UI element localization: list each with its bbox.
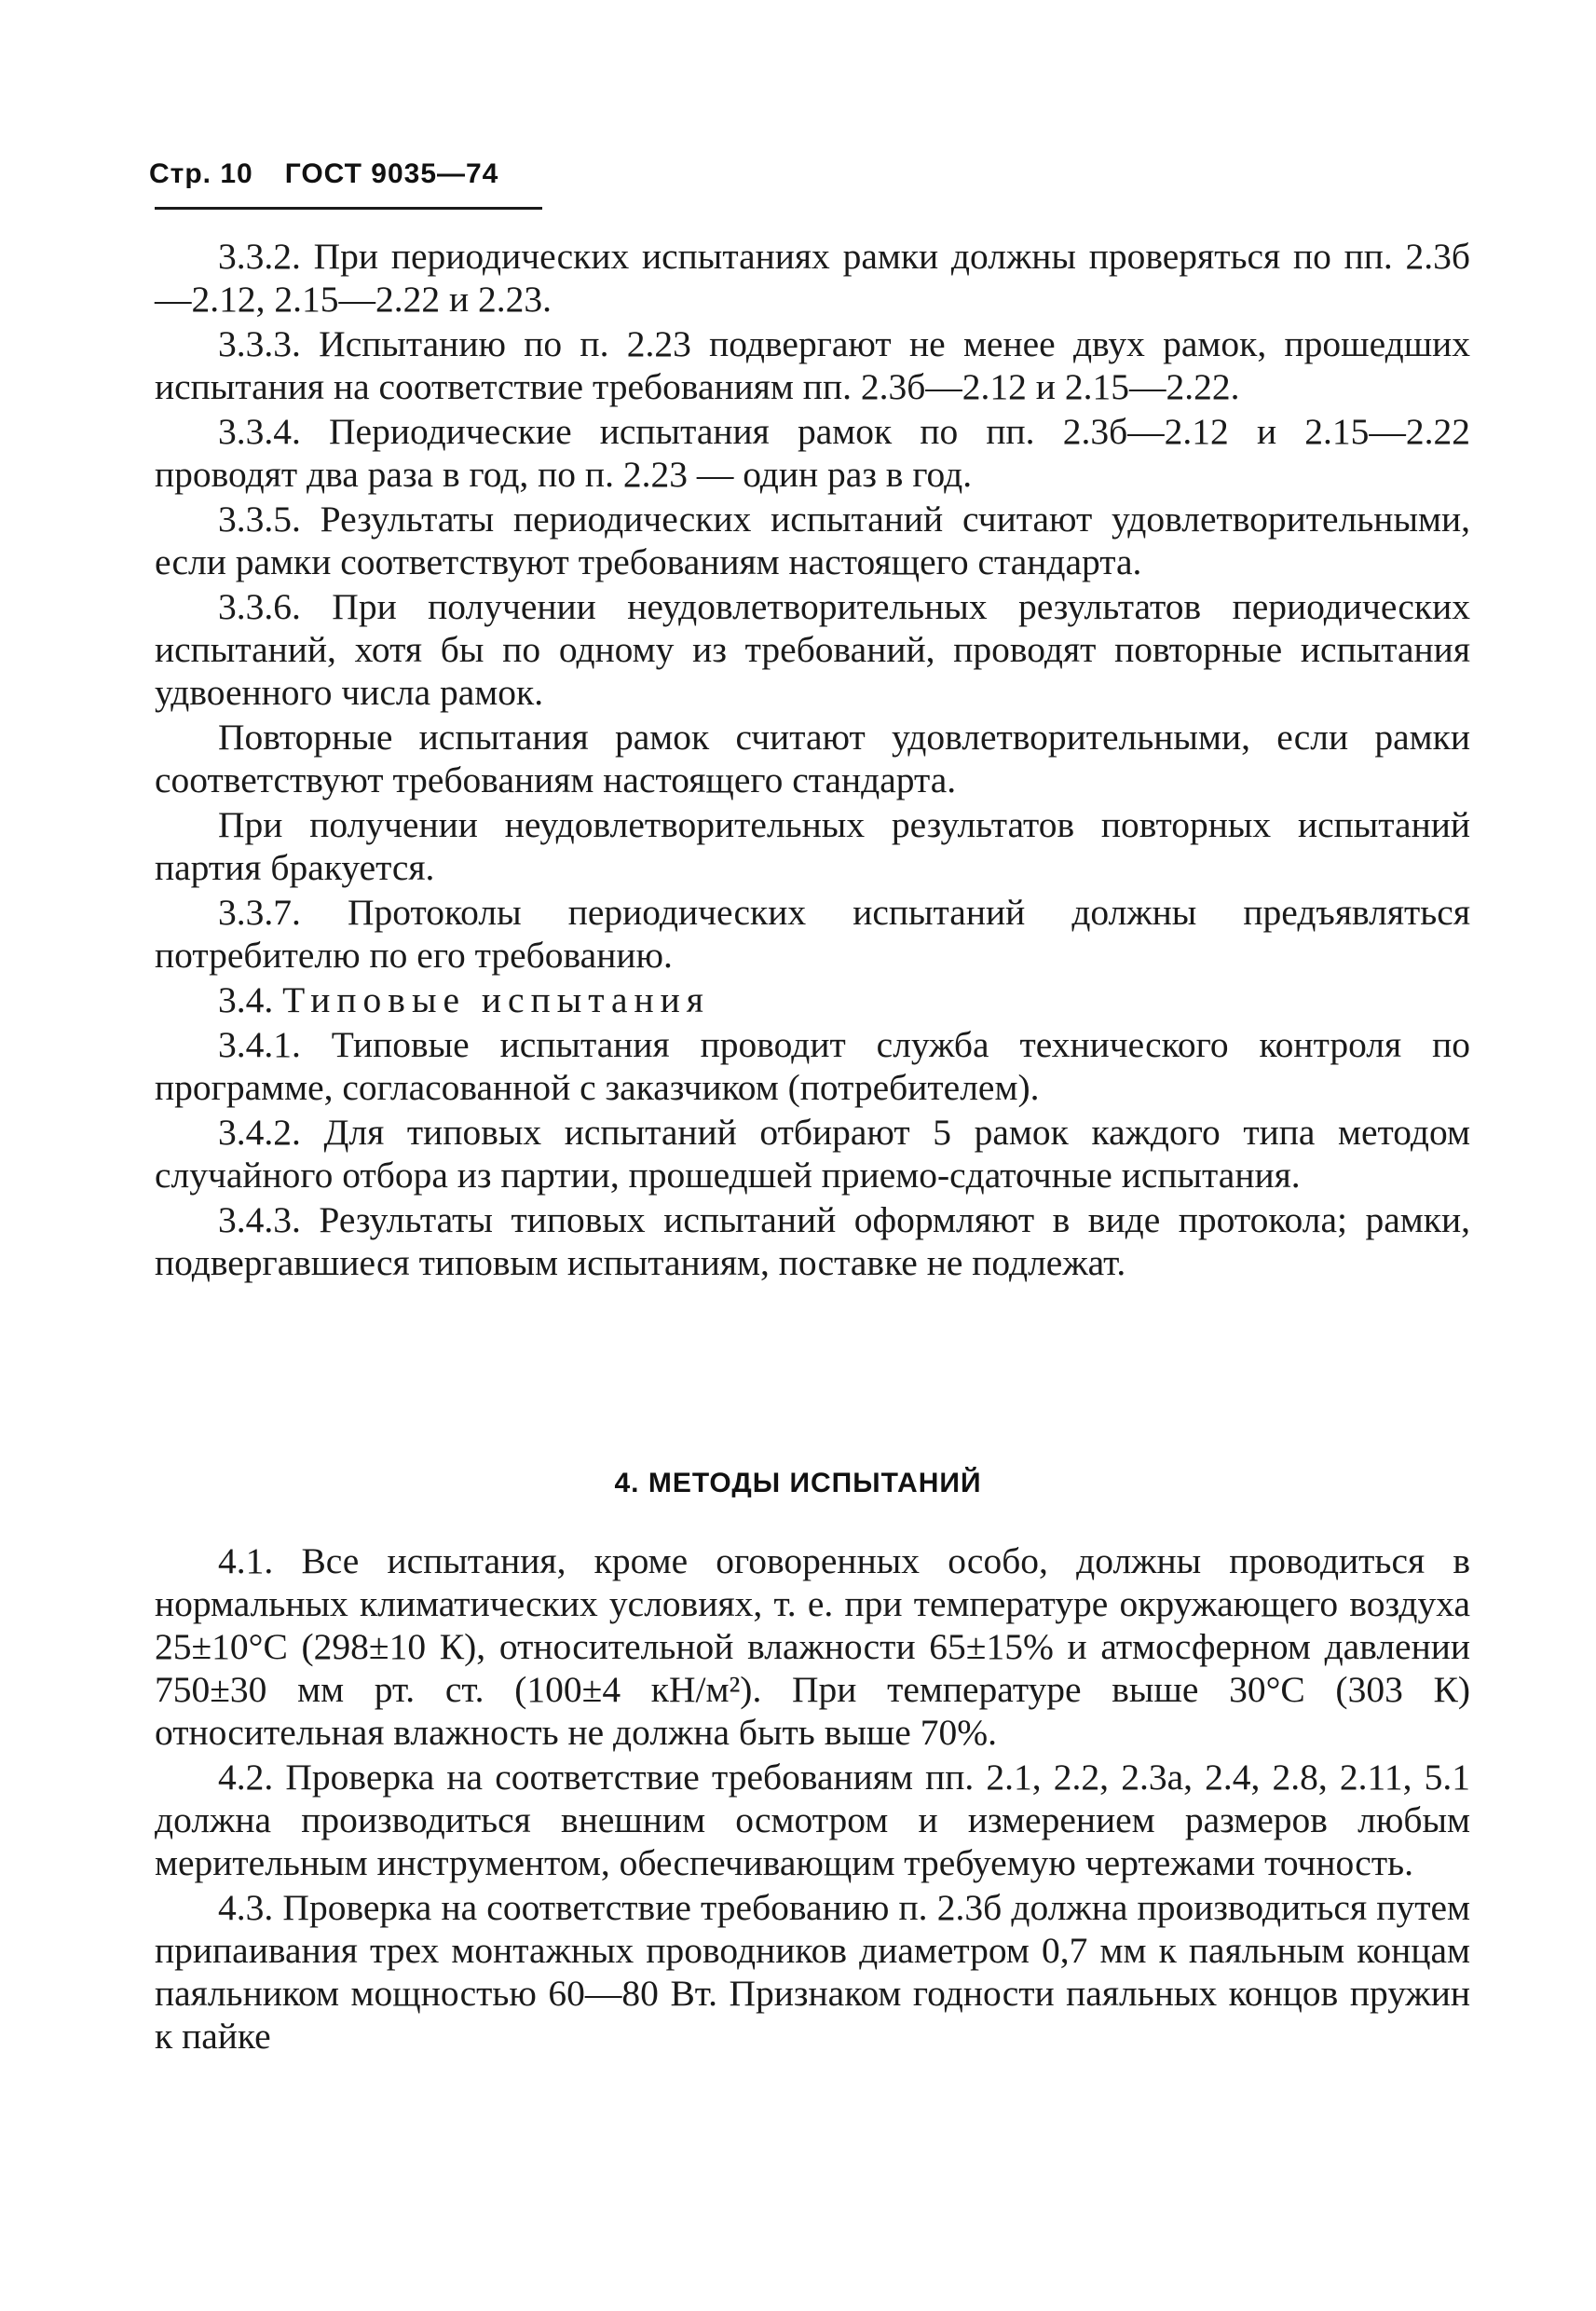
paragraph-4-3: 4.3. Проверка на соответствие требованию п. 2.3б должна производиться путем припаивания трех монтажных проводников диаметром 0,7 мм к паяльным концам паяльником мощностью 60—80 Вт. Признаком годности паяльных концов пружин к пайке	[155, 1887, 1470, 2057]
paragraph-3-3-7: 3.3.7. Протоколы периодических испытаний должны предъявляться потребителю по его требованию.	[155, 892, 1470, 976]
subsection-heading	[155, 978, 1470, 1021]
section-4-title: 4. МЕТОДЫ ИСПЫТАНИЙ	[614, 1468, 982, 1498]
standard-number: ГОСТ 9035—74	[284, 158, 499, 189]
paragraph-4-2: 4.2. Проверка на соответствие требованиям пп. 2.1, 2.2, 2.3а, 2.4, 2.8, 2.11, 5.1 должна производиться внешним осмотром и измерением размеров любым мерительным инструментом, обеспечивающим требуемую чертежами точность.	[155, 1757, 1470, 1883]
page-number: Стр. 10	[149, 158, 253, 189]
body-text-lower	[155, 1539, 1470, 2058]
page-header	[149, 158, 498, 190]
paragraph-3-3-6: 3.3.6. При получении неудовлетворительных результатов периодических испытаний, хотя бы по одному из требований, проводят повторные испытания удвоенного числа рамок.	[155, 586, 1470, 713]
paragraph-4-1: 4.1. Все испытания, кроме оговоренных особо, должны проводиться в нормальных климатических условиях, т. е. при температуре окружающего воздуха 25±10°С (298±10 К), относительной влажности 65±15% и атмосферном давлении 750±30 мм рт. ст. (100±4 кН/м²). При температуре выше 30°С (303 К) относительная влажность не должна быть выше 70%.	[155, 1540, 1470, 1753]
paragraph-3-3-2: 3.3.2. При периодических испытаниях рамки должны проверяться по пп. 2.3б—2.12, 2.15—2.22 и 2.23.	[155, 236, 1470, 320]
paragraph-repeat-tests: Повторные испытания рамок считают удовлетворительными, если рамки соответствуют требованиям настоящего стандарта.	[155, 717, 1470, 800]
subsection-number: 3.4.	[218, 979, 274, 1020]
paragraph-3-3-5: 3.3.5. Результаты периодических испытаний считают удовлетворительными, если рамки соответствуют требованиям настоящего стандарта.	[155, 499, 1470, 582]
header-rule	[155, 207, 542, 210]
paragraph-3-4-3: 3.4.3. Результаты типовых испытаний оформляют в виде протокола; рамки, подвергавшиеся типовым испытаниям, поставке не подлежат.	[155, 1199, 1470, 1283]
paragraph-3-4-2: 3.4.2. Для типовых испытаний отбирают 5 рамок каждого типа методом случайного отбора из партии, прошедшей приемо-сдаточные испытания.	[155, 1112, 1470, 1196]
paragraph-3-3-4: 3.3.4. Периодические испытания рамок по пп. 2.3б—2.12 и 2.15—2.22 проводят два раза в год, по п. 2.23 — один раз в год.	[155, 411, 1470, 495]
paragraph-3-3-3: 3.3.3. Испытанию по п. 2.23 подвергают не менее двух рамок, прошедших испытания на соответствие требованиям пп. 2.3б—2.12 и 2.15—2.22.	[155, 323, 1470, 407]
paragraph-reject: При получении неудовлетворительных результатов повторных испытаний партия бракуется.	[155, 804, 1470, 888]
body-text-upper	[155, 235, 1470, 1284]
paragraph-3-4-1: 3.4.1. Типовые испытания проводит служба технического контроля по программе, согласованной с заказчиком (потребителем).	[155, 1024, 1470, 1108]
subsection-title: Типовые испытания	[282, 979, 710, 1020]
